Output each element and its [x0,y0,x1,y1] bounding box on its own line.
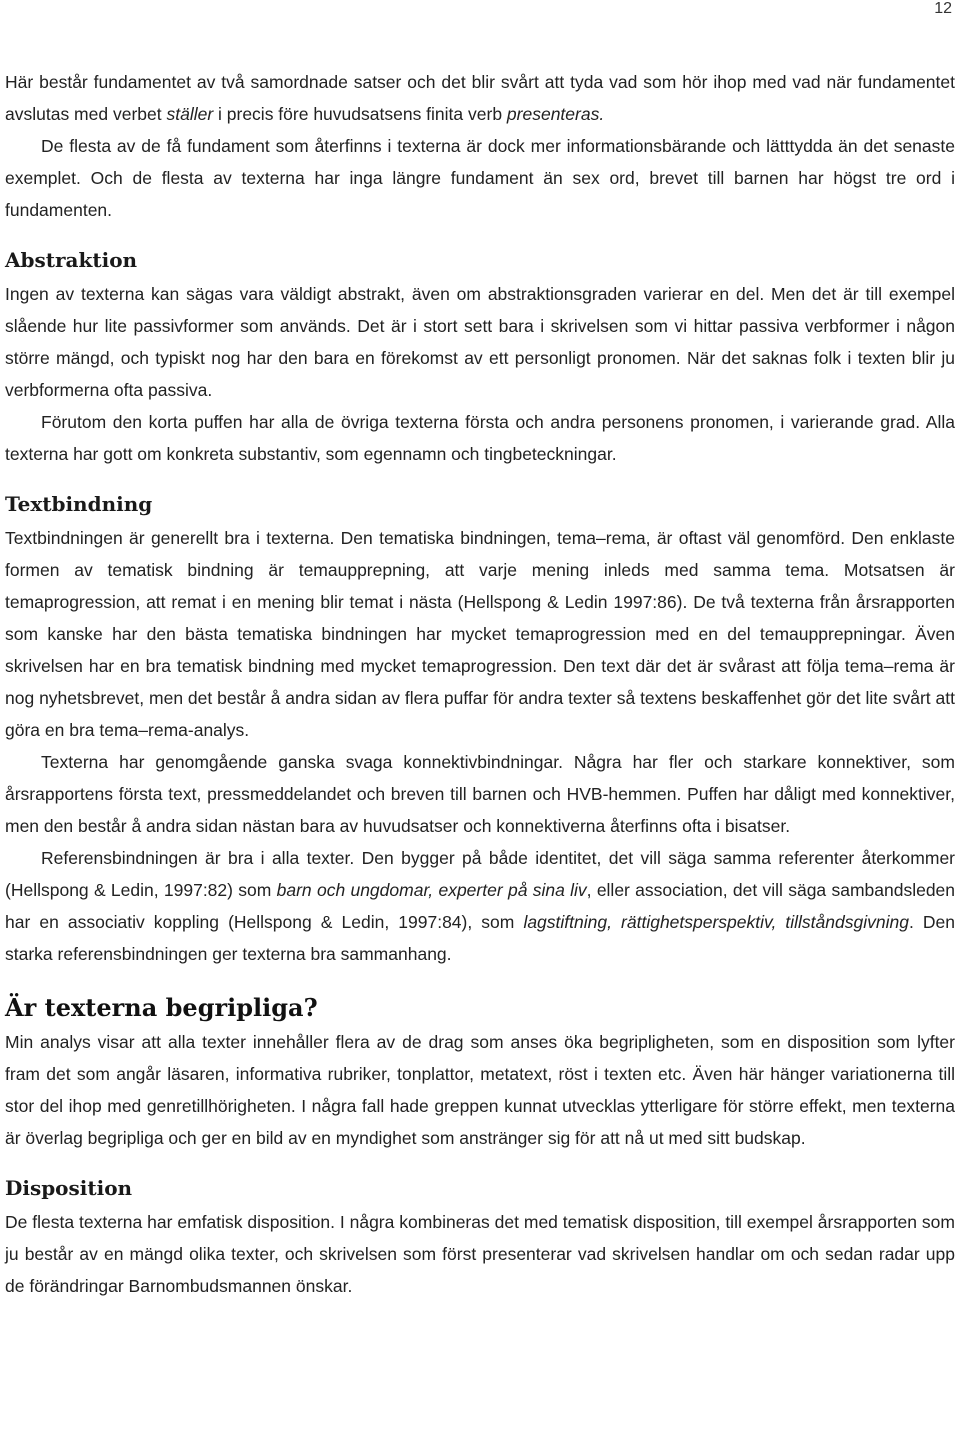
paragraph-abstraktion-2: Förutom den korta puffen har alla de övriga texterna första och andra personens pronomen, i varierande grad. Alla texterna har gott om konkreta substantiv, som egennamn och tingbeteckningar. [5,412,955,464]
text-run: Referensbindningen är bra i alla texter. Den bygger på både identitet, det vill säga samma referenter återkommer (Hellspong & Ledin, 1997:82) som [5,848,955,900]
paragraph-textbindning-1: Textbindningen är generellt bra i texterna. Den tematiska bindningen, tema–rema, är oftast väl genomförd. Den enklaste formen av tematisk bindning är temaupprepning, att varje mening inleds med samma tema. Motsatsen är temaprogression, att remat i en mening blir temat i nästa (Hellspong & Ledin 1997:86). De två texterna från årsrapporten som kanske har den bästa tematiska bindningen har mycket temaprogression med en del temaupprepningar. Även skrivelsen har en bra tematisk bindning med mycket temaprogression. Den text där det är svårast att följa tema–rema är nog nyhetsbrevet, men det består å andra sidan av flera puffar för andra texter så textens beskaffenhet gör det lite svårt att göra en bra tema–rema-analys. [5,528,955,740]
paragraph-disposition-1: De flesta texterna har emfatisk disposition. I några kombineras det med tematisk disposition, till exempel årsrapporten som ju består av en mängd olika texter, och skrivelsen som först presenterar vad skrivelsen handlar om och sedan radar upp de förändringar Barnombudsmannen önskar. [5,1212,955,1296]
paragraph-intro-1 [5,66,955,130]
text-run: Här består fundamentet av två samordnade satser och det blir svårt att tyda vad som hör ihop med vad när fundamentet avslutas med verbet [5,72,955,124]
heading-begripliga: Är texterna begripliga? [5,993,318,1022]
paragraph-intro-2: De flesta av de få fundament som återfinns i texterna är dock mer informationsbärande och lätttydda än det senaste exemplet. Och de flesta av texterna har inga längre fundament än sex ord, brevet till barnen har högst tre ord i fundamenten. [5,136,955,220]
italic-term: barn och ungdomar, experter på sina liv [276,880,587,900]
italic-term: presenteras. [506,104,605,124]
paragraph-textbindning-3 [5,842,955,970]
paragraph-begripliga-1: Min analys visar att alla texter innehåller flera av de drag som anses öka begripligheten, som en disposition som lyfter fram det som angår läsaren, informativa rubriker, tonplattor, metatext, röst i texten etc. Även här hänger variationerna till stor del ihop med genretillhörigheten. I några fall hade greppen kunnat utvecklas ytterligare för större effekt, men texterna är överlag begripliga och ger en bild av en myndighet som anstränger sig för att nå ut med sitt budskap. [5,1032,955,1148]
page-number: 12 [934,0,952,17]
page-content [5,66,955,1302]
text-run: i precis före huvudsatsens finita verb [213,104,507,124]
heading-disposition: Disposition [5,1176,133,1200]
italic-term: lagstiftning, rättighetsperspektiv, tillståndsgivning [523,912,909,932]
text-run: . Den starka referensbindningen ger texterna bra sammanhang. [5,912,955,964]
paragraph-abstraktion-1: Ingen av texterna kan sägas vara väldigt abstrakt, även om abstraktionsgraden varierar en del. Men det är till exempel slående hur lite passivformer som används. Det är i stort sett bara i skrivelsen som vi hittar passiva verbformer i någon större mängd, och typiskt nog har den bara en förekomst av ett personligt pronomen. När det saknas folk i texten blir ju verbformerna ofta passiva. [5,284,955,400]
paragraph-textbindning-2: Texterna har genomgående ganska svaga konnektivbindningar. Några har fler och starkare konnektiver, som årsrapportens första text, pressmeddelandet och breven till barnen och HVB-hemmen. Puffen har dåligt med konnektiver, men den består å andra sidan nästan bara av huvudsatser och konnektiverna återfinns ofta i bisatser. [5,752,955,836]
text-run: , eller association, det vill säga sambandsleden har en associativ koppling (Hellspong & Ledin, 1997:84), som [5,880,956,932]
heading-textbindning: Textbindning [5,492,153,516]
italic-term: ställer [166,104,214,124]
heading-abstraktion: Abstraktion [5,248,138,272]
